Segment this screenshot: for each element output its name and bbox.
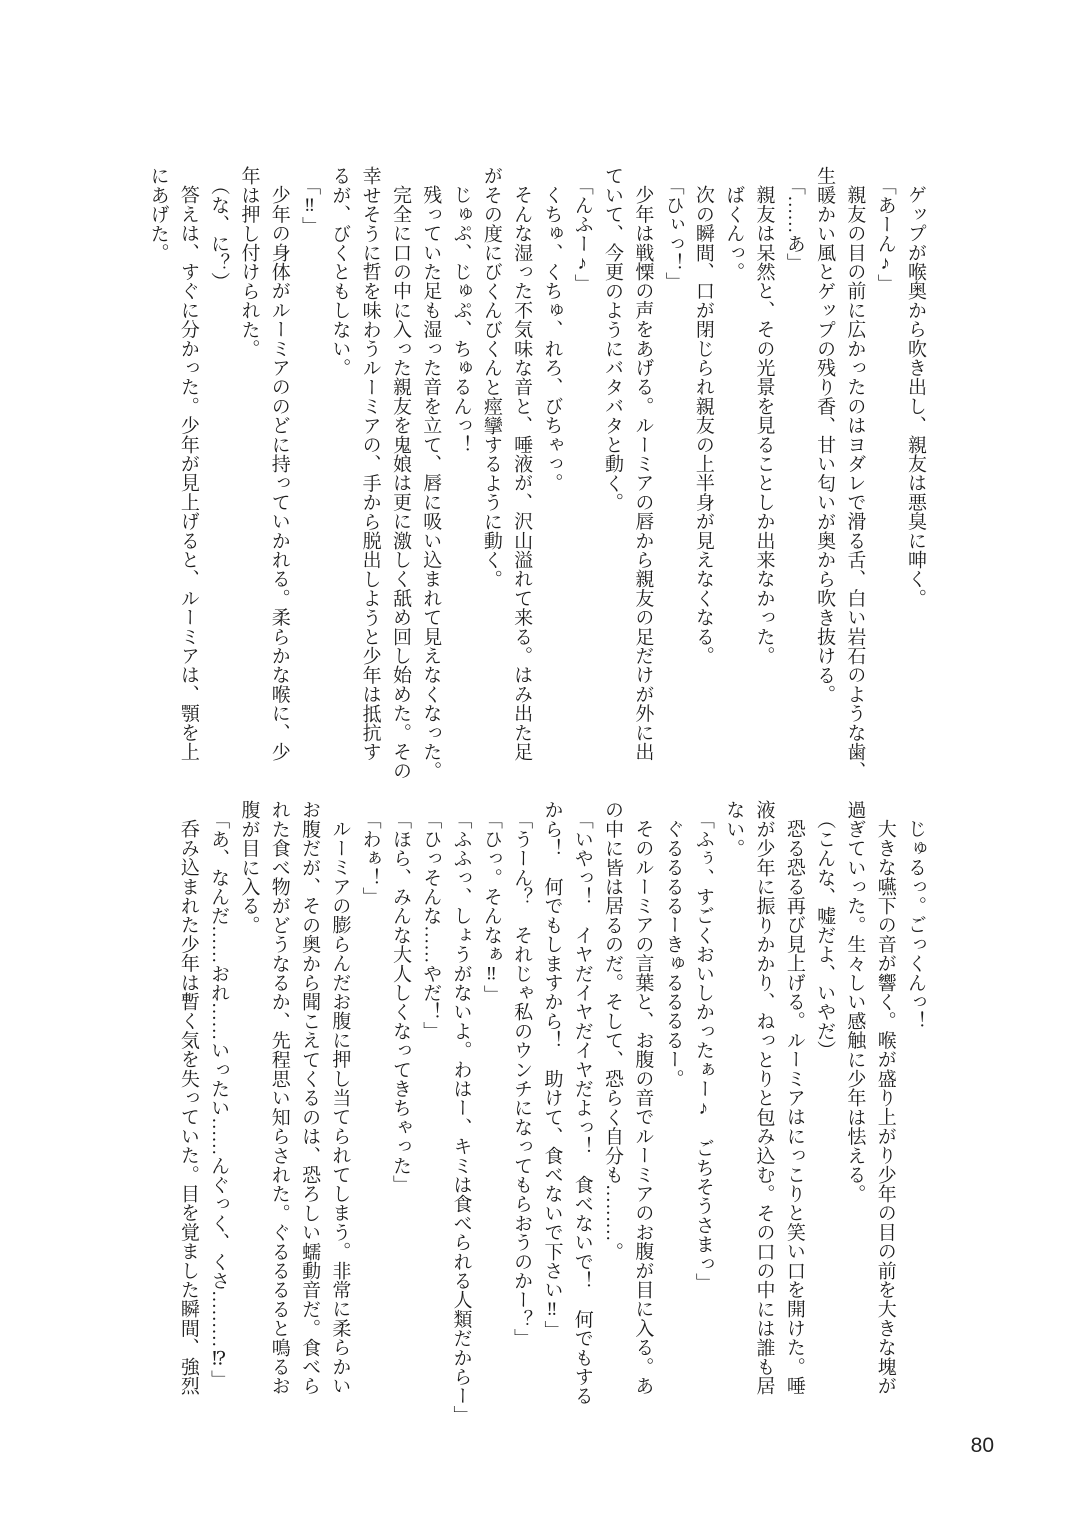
text-line: 「ひっそんな……やだ！」 (420, 809, 442, 1040)
text-line: がその度にびくんびくんと痙攣するように動く。 (480, 166, 502, 589)
text-line: 親友の目の前に広かったのはヨダレで滑る舌、白い岩石のような歯、 (844, 185, 866, 781)
text-line: 大きな嚥下の音が響く。喉が盛り上がり少年の目の前を大きな塊が (874, 819, 896, 1395)
text-line: 「……あ」 (783, 175, 805, 272)
text-line: れた食べ物がどうなるか、先程思い知らされた。ぐるるるると鳴るお (268, 800, 290, 1396)
text-line: 「ひぃっ！」 (662, 175, 684, 291)
text-line: るが、びくともしない。 (329, 166, 351, 378)
text-line: くちゅ、くちゅ、れろ、びちゃっ。 (541, 185, 563, 493)
text-line: じゅぷ、じゅぷ、ちゅるんっ！ (450, 185, 472, 454)
text-line: 「うーん？ それじゃ私のウンチになってもらおうのかー？」 (511, 809, 533, 1348)
text-line: 腹が目に入る。 (238, 800, 260, 935)
text-line: 次の瞬間、口が閉じられ親友の上半身が見えなくなる。 (692, 185, 714, 665)
bottom-text-block (173, 800, 930, 1424)
text-line: ていて、今更のようにバタバタと動く。 (602, 166, 624, 512)
text-line: 「ひっ。そんなぁ‼」 (480, 809, 502, 1004)
text-line: （こんな、嘘だよ、いやだ） (814, 809, 836, 1060)
text-line: （な、に？） (208, 175, 230, 291)
text-line: じゅるっ。ごっくんっ！ (905, 819, 926, 1031)
text-line: 答えは、すぐに分かった。少年が見上げると、ルーミアは、顎を上 (177, 185, 199, 761)
text-line: ぐるるるるーきゅるるるるー。 (662, 819, 684, 1088)
text-line: ばくんっ。 (723, 185, 745, 281)
text-line: 「‼」 (299, 175, 321, 236)
text-line: 「ふふっ、しょうがないよ。わはー、キミは食べられる人類だからー」 (450, 809, 472, 1424)
text-line: お腹だが、その奥から聞こえてくるのは、恐ろしい蠕動音だ。食べら (299, 800, 321, 1396)
text-line: 「いやっ！ イヤだイヤだイヤだよっ！ 食べないで！ 何でもする (571, 809, 593, 1405)
text-line: 少年の身体がルーミアののどに持っていかれる。柔らかな喉に、少 (268, 185, 290, 761)
text-line: 「ほら、みんな大人しくなってきちゃった」 (389, 809, 411, 1194)
text-line: 「あーん♪」 (874, 175, 896, 293)
text-line: 幸せそうに哲を味わうルーミアの、手から脱出しようと少年は抵抗す (359, 166, 381, 762)
text-line: そんな湿った不気味な音と、唾液が、沢山溢れて来る。はみ出た足 (511, 185, 533, 761)
text-line: にあげた。 (147, 166, 169, 262)
text-line: 「あ、なんだ……おれ……いったい……んぐっく、くさ………⁉」 (208, 809, 230, 1389)
text-line: 「ふぅ、すごくおいしかったぁー♪ ごちそうさまっ」 (692, 809, 714, 1292)
text-line: ルーミアの膨らんだお腹に押し当てられてしまう。非常に柔らかい (329, 819, 351, 1395)
text-line: ない。 (723, 800, 745, 858)
text-line: 年は押し付けられた。 (238, 166, 260, 358)
text-line: 過ぎていった。生々しい感触に少年は怯える。 (844, 800, 866, 1204)
page-number: 80 (970, 1434, 994, 1457)
text-line: 完全に口の中に入った親友を鬼娘は更に激しく舐め回し始めた。その (389, 185, 411, 781)
text-line: 残っていた足も湿った音を立て、唇に吸い込まれて見えなくなった。 (420, 185, 442, 781)
text-line: 親友は呆然と、その光景を見ることしか出来なかった。 (753, 185, 775, 665)
text-line: の中に皆は居るのだ。そして、恐らく自分も………。 (602, 800, 624, 1261)
text-line: 「んふー♪」 (571, 175, 593, 293)
text-line: そのルーミアの言葉と、お腹の音でルーミアのお腹が目に入る。あ (632, 819, 654, 1395)
text-line: 呑み込まれた少年は暫く気を失っていた。目を覚ました瞬間、強烈 (177, 819, 199, 1395)
text-line: ゲップが喉奥から吹き出し、親友は悪臭に呻く。 (905, 185, 926, 608)
text-line: 生暖かい風とゲップの残り香、甘い匂いが奥から吹き抜ける。 (814, 166, 836, 704)
text-line: 「わぁ！」 (359, 809, 381, 906)
text-line: 液が少年に振りかかり、ねっとりと包み込む。その口の中には誰も居 (753, 800, 775, 1396)
text-line: 少年は戦慄の声をあげる。ルーミアの唇から親友の足だけが外に出 (632, 185, 654, 761)
text-line: から！ 何でもしますから！ 助けて、食べないで下さい‼」 (541, 800, 563, 1340)
text-line: 恐る恐る再び見上げる。ルーミアはにっこりと笑い口を開けた。唾 (783, 819, 805, 1395)
top-text-block (142, 166, 930, 781)
